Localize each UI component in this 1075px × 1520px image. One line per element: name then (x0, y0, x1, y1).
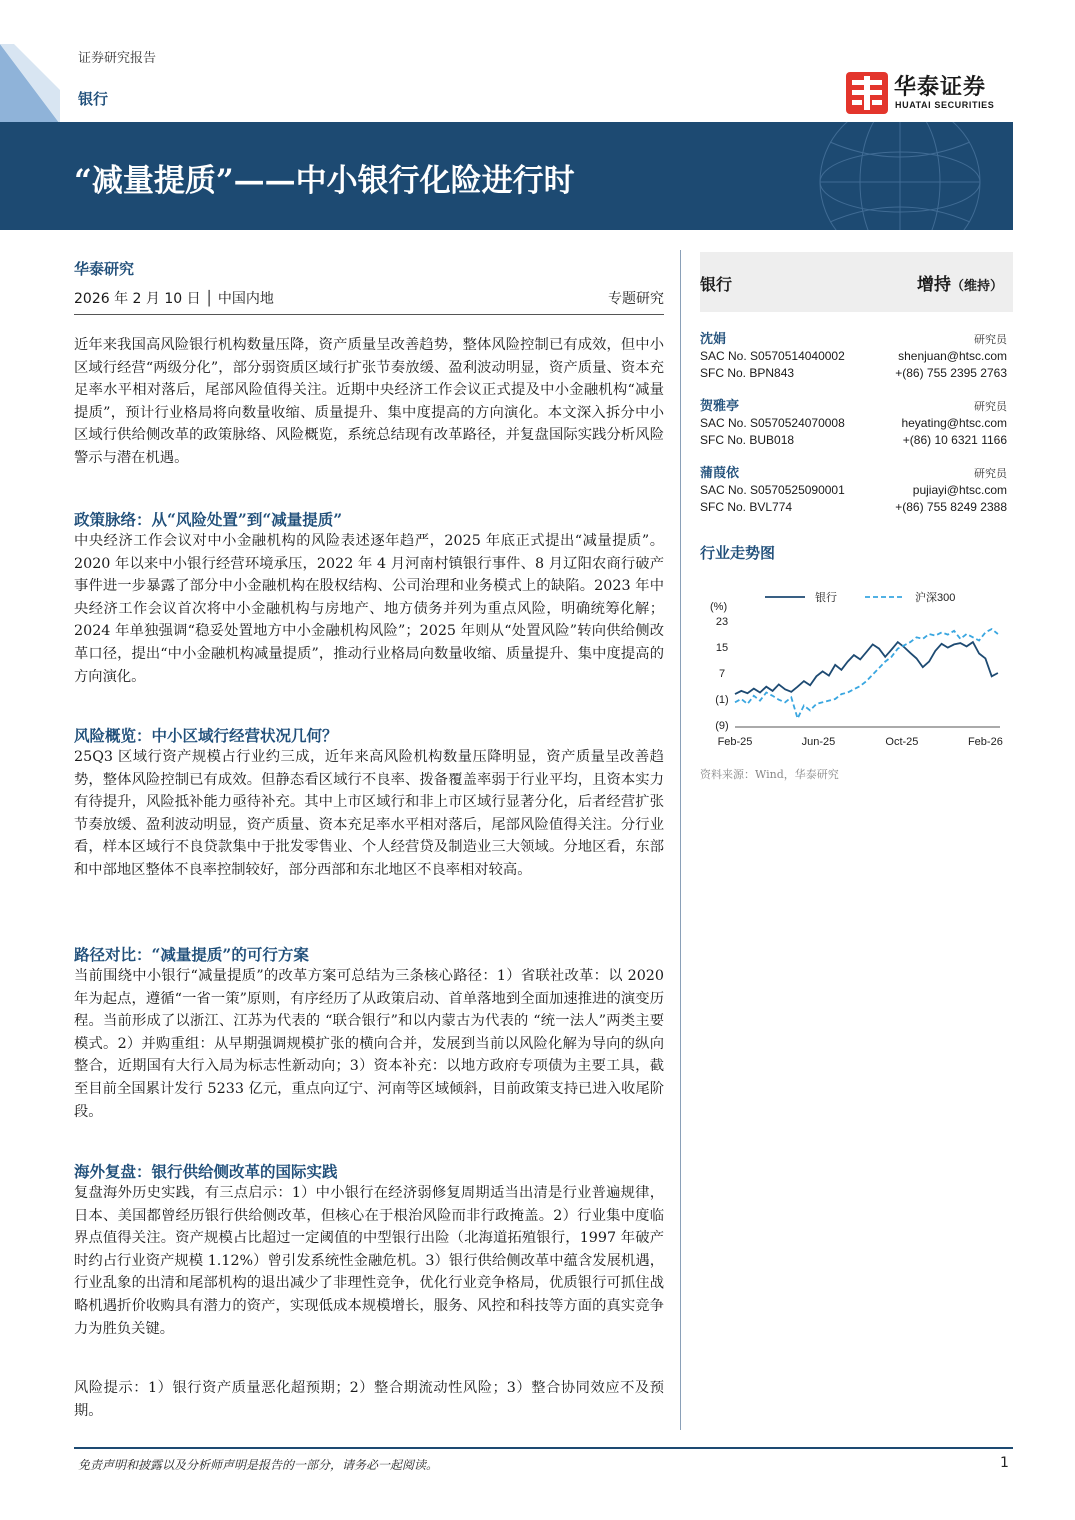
y-tick-label: 23 (715, 616, 729, 628)
brand-research-label: 华泰研究 (74, 260, 135, 278)
report-kind: 专题研究 (608, 291, 664, 307)
section-heading-paths: 路径对比：“减量提质”的可行方案 (74, 945, 309, 964)
dateline (74, 288, 664, 315)
chart-source: 资料来源：Wind，华泰研究 (700, 768, 839, 781)
x-tick-label: Oct-25 (885, 736, 919, 748)
analyst-sac: SAC No. S0570514040002 (700, 349, 845, 363)
footer-rule (74, 1447, 1013, 1449)
date-region: 2026 年 2 月 10 日 │ 中国内地 (74, 291, 274, 307)
analyst-email[interactable]: pujiayi@htsc.com (912, 483, 1007, 497)
legend-label: 银行 (815, 592, 837, 604)
section-text-paths: 当前围绕中小银行“减量提质”的改革方案可总结为三条核心路径：1）省联社改革：以 2020 年为起点，遵循“一省一策”原则，有序经历了从政策启动、首单落地到全面加速推进的演变历程。当前形成了以浙江、江苏为代表的 “联合银行”和以内蒙古为代表的 “统一法人”两类主要模式。2）并购重组：从早期强调规模扩张的横向合并，发展到当前以风险化解为导向的纵向整合，近期国有大行入局为标志性新动向；3）资本补充：以地方政府专项债为主要工具，截至目前全国累计发行 5233 亿元，重点向辽宁、河南等区域倾斜，目前政策支持已进入收尾阶段。 (74, 968, 664, 1120)
huatai-logo-icon (846, 72, 888, 114)
analyst-phone: +(86) 755 2395 2763 (895, 366, 1007, 380)
section-text-policy: 中央经济工作会议对中小金融机构的风险表述逐年趋严，2025 年底正式提出“减量提质”。2020 年以来中小银行经营环境承压，2022 年 4 月河南村镇银行事件、8 月辽阳农商行破产事件进一步暴露了部分中小金融机构在股权结构、公司治理和业务模式上的缺陷。2023 年中央经济工作会议首次将中小金融机构与房地产、地方债务并列为重点风险，明确统筹化解；2024 年单独强调“稳妥处置地方中小金融机构风险”；2025 年则从“处置风险”转向供给侧改革口径，提出“中小金融机构减量提质”，推动行业格局向数量收缩、质量提升、集中度提高的方向演化。 (74, 533, 664, 685)
section-heading-overseas: 海外复盘：银行供给侧改革的国际实践 (74, 1162, 338, 1181)
report-type-label: 证券研究报告 (78, 51, 157, 66)
analyst-name: 蒲葭依 (700, 466, 740, 481)
industry-tag: 银行 (78, 90, 109, 108)
section-heading-risk-overview: 风险概览：中小区域行经营状况几何？ (74, 726, 338, 745)
analyst-sfc: SFC No. BUB018 (700, 433, 795, 447)
analyst-phone: +(86) 10 6321 1166 (902, 433, 1007, 447)
y-axis-unit-label: (%) (710, 601, 728, 613)
series-line-1 (735, 629, 998, 718)
rating-industry: 银行 (700, 275, 733, 294)
y-tick-label: 15 (715, 642, 729, 654)
analyst-role: 研究员 (974, 333, 1007, 346)
x-tick-label: Feb-26 (967, 736, 1003, 748)
rating-note: （维持） (950, 279, 1003, 294)
rating-box (700, 252, 1013, 312)
section-text-risk-overview: 25Q3 区域行资产规模占行业约三成，近年来高风险机构数量压降明显，资产质量呈改善趋势，整体风险控制已有成效。但静态看区域行不良率、拨备覆盖率弱于行业平均，且资本实力有待提升，风险抵补能力亟待补充。其中上市区域行和非上市区域行显著分化，后者经营扩张节奏放缓、盈利波动明显，资产质量、资本充足率水平相对落后，尾部风险值得关注。分行业看，样本区域行不良贷款集中于批发零售业、个人经营贷及制造业三大领域。分地区看，东部和中部地区整体不良率控制较好，部分西部和东北地区不良率相对较高。 (74, 749, 664, 878)
analyst-card (700, 398, 1007, 449)
analyst-card (700, 331, 1007, 382)
rating-label: 增持 (916, 275, 951, 295)
logo-text-cn: 华泰证券 (894, 75, 987, 100)
y-tick-label: (9) (715, 720, 729, 732)
intro-paragraph: 近年来我国高风险银行机构数量压降，资产质量呈改善趋势，整体风险控制已有成效，但中小区域行经营“两级分化”，部分弱资质区域行扩张节奏放缓、盈利波动明显，资产质量、资本充足率水平相对落后，尾部风险值得关注。近期中央经济工作会议正式提及中小金融机构“减量提质”，预计行业格局将向数量收缩、质量提升、集中度提高的方向演化。本文深入拆分中小区域行供给侧改革的政策脉络、风险概览，系统总结现有改革路径，并复盘国际实践分析风险警示与潜在机遇。 (74, 337, 664, 466)
analyst-name: 贺雅亭 (700, 399, 740, 414)
globe-watermark-icon (760, 122, 1013, 230)
section-heading-policy: 政策脉络：从“风险处置”到“减量提质” (74, 510, 343, 529)
page-number: 1 (1000, 1455, 1009, 1471)
report-title: “减量提质”——中小银行化险进行时 (74, 163, 575, 199)
analyst-email[interactable]: shenjuan@htsc.com (898, 349, 1007, 363)
y-tick-label: 7 (718, 668, 726, 680)
analyst-role: 研究员 (974, 400, 1007, 413)
analyst-name: 沈娟 (700, 332, 727, 347)
legend-label: 沪深300 (915, 592, 956, 604)
analyst-sfc: SFC No. BPN843 (700, 366, 795, 380)
analyst-role: 研究员 (974, 467, 1007, 480)
series-line-0 (735, 642, 998, 694)
corner-stripe-graphic (0, 44, 60, 124)
industry-trend-chart (700, 585, 1007, 755)
x-tick-label: Jun-25 (801, 736, 836, 748)
analyst-phone: +(86) 755 8249 2388 (895, 500, 1007, 514)
x-tick-label: Feb-25 (717, 736, 753, 748)
trend-chart-title: 行业走势图 (700, 544, 776, 562)
column-divider (680, 250, 681, 1430)
section-text-overseas: 复盘海外历史实践，有三点启示：1）中小银行在经济弱修复周期适当出清是行业普遍规律，日本、美国都曾经历银行供给侧改革，但核心在于根治风险而非行政掩盖。2）行业集中度临界点值得关注。资产规模占比超过一定阈值的中型银行出险（北海道拓殖银行，1997 年破产时约占行业资产规模 1.12%）曾引发系统性金融危机。3）银行供给侧改革中蕴含发展机遇，行业乱象的出清和尾部机构的退出减少了非理性竞争，优化行业竞争格局，优质银行可抓住战略机遇折价收购具有潜力的资产，实现低成本规模增长，服务、风控和科技等方面的真实竞争力为胜负关键。 (74, 1185, 664, 1337)
analyst-card (700, 465, 1007, 516)
logo-text-en: HUATAI SECURITIES (895, 100, 995, 110)
analyst-sac: SAC No. S0570524070008 (700, 416, 845, 430)
analyst-sfc: SFC No. BVL774 (700, 500, 793, 514)
analyst-sac: SAC No. S0570525090001 (700, 483, 845, 497)
rating-value (917, 270, 1003, 295)
analyst-email[interactable]: heyating@htsc.com (901, 416, 1007, 430)
y-tick-label: (1) (715, 694, 729, 706)
huatai-logo (846, 70, 1016, 116)
footer-disclaimer: 免责声明和披露以及分析师声明是报告的一部分，请务必一起阅读。 (78, 1458, 439, 1472)
risk-warning: 风险提示：1）银行资产质量恶化超预期；2）整合期流动性风险；3）整合协同效应不及预期。 (74, 1380, 664, 1419)
title-banner (0, 122, 1013, 230)
